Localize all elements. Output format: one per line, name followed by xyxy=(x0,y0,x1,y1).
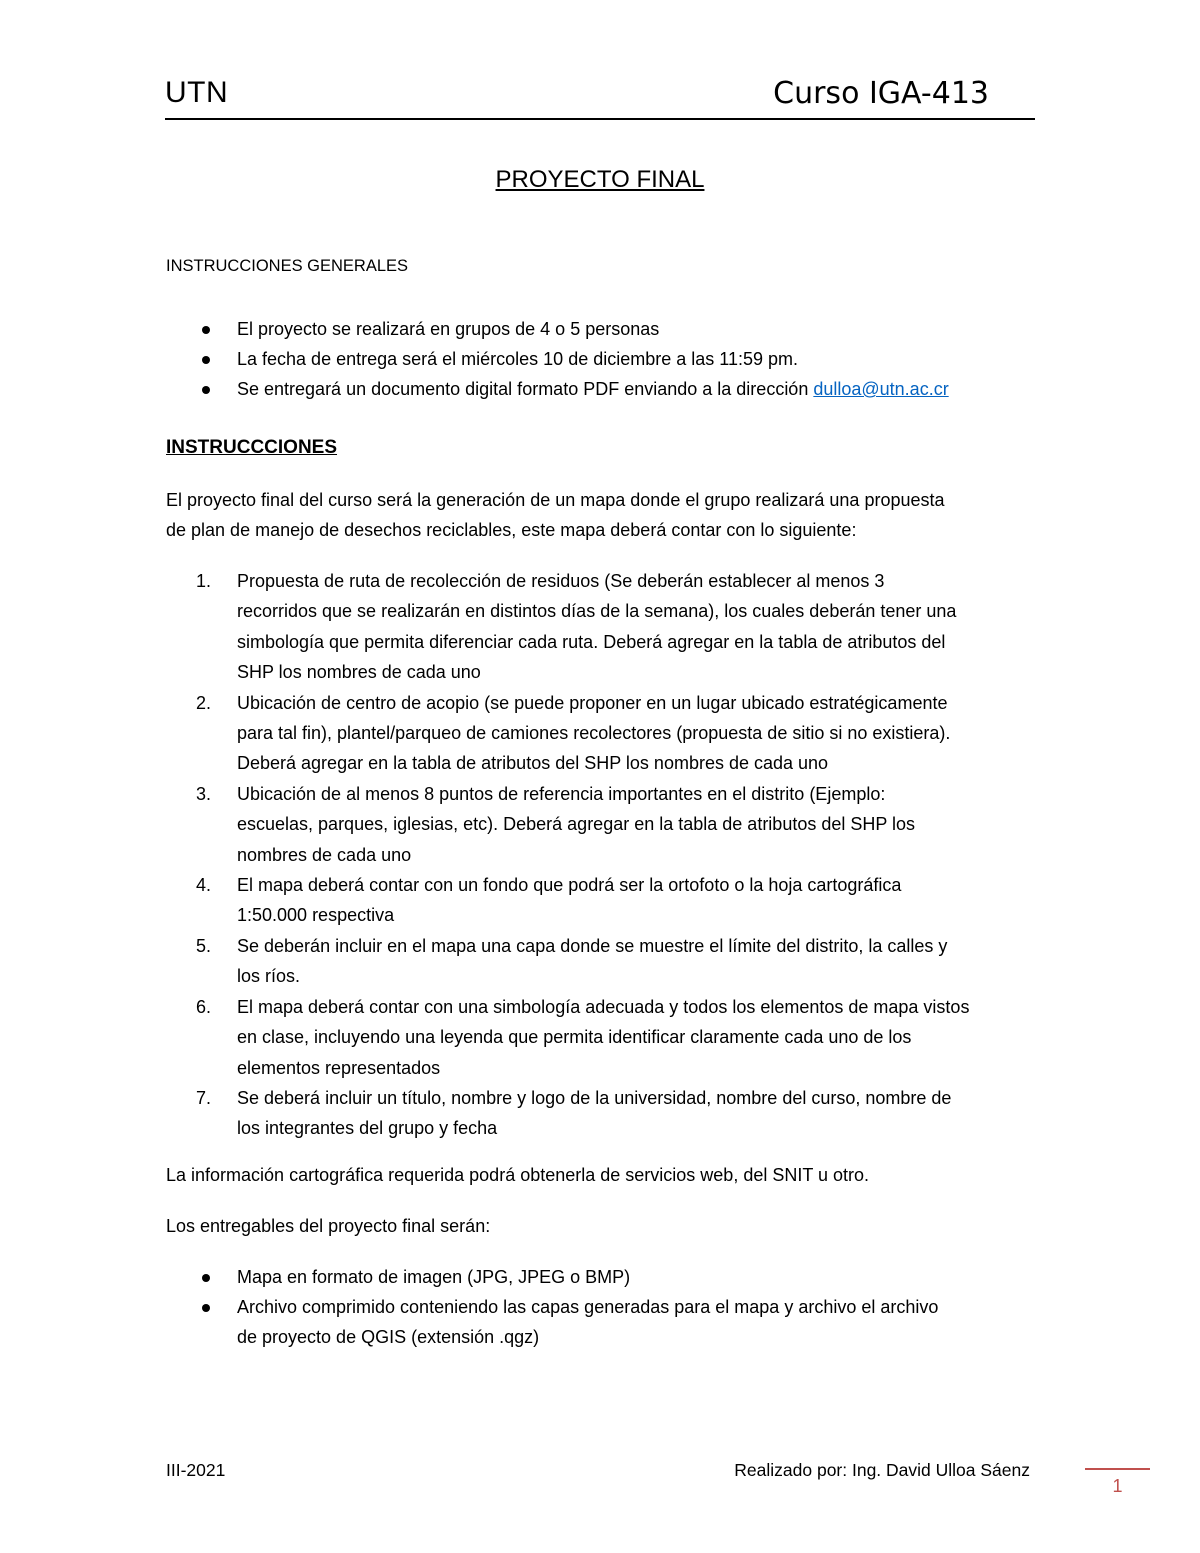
requirement-text-line: Propuesta de ruta de recolección de residuos (Se deberán establecer al menos 3 xyxy=(237,571,885,591)
requirement-number: 6. xyxy=(196,996,212,1017)
bullet-icon xyxy=(202,1304,210,1312)
requirement-item xyxy=(166,870,1036,931)
list-item: La fecha de entrega será el miércoles 10 de diciembre a las 11:59 pm. xyxy=(166,344,949,374)
requirement-number: 7. xyxy=(196,1087,212,1108)
requirement-text-line: Ubicación de al menos 8 puntos de referencia importantes en el distrito (Ejemplo: xyxy=(237,783,886,804)
requirement-text-line: Se deberán incluir en el mapa una capa donde se muestre el límite del distrito, la calles y xyxy=(237,935,948,956)
requirement-text-line: en clase, incluyendo una leyenda que permita identificar claramente cada uno de los xyxy=(237,1027,912,1048)
document-title: PROYECTO FINAL xyxy=(495,166,705,193)
deliverables-heading: Los entregables del proyecto final serán: xyxy=(166,1216,491,1236)
info-paragraph: La información cartográfica requerida podrá obtenerla de servicios web, del SNIT u otro. xyxy=(166,1165,870,1185)
requirement-item xyxy=(166,779,1036,870)
bullet-icon xyxy=(202,326,210,334)
requirement-text-line: Deberá agregar en la tabla de atributos del SHP los nombres de cada uno xyxy=(237,753,829,774)
deliverable-text-line: Archivo comprimido conteniendo las capas generadas para el mapa y archivo el archivo xyxy=(237,1297,939,1317)
requirement-text-line: Ubicación de centro de acopio (se puede proponer en un lugar ubicado estratégicamente xyxy=(237,692,948,713)
bullet-icon xyxy=(202,386,210,394)
instructions-intro: El proyecto final del curso será la generación de un mapa donde el grupo realizará una propuesta de plan de manejo de desechos reciclables, este mapa deberá contar con lo siguiente: xyxy=(166,490,945,541)
general-instructions-list xyxy=(166,314,949,404)
requirement-text-line: nombres de cada uno xyxy=(237,844,412,865)
deliverable-item xyxy=(166,1292,1036,1352)
page-number: 1 xyxy=(1112,1476,1123,1496)
page-header xyxy=(165,72,1035,120)
requirement-number: 1. xyxy=(196,571,212,591)
requirement-item xyxy=(166,992,1036,1083)
requirement-text-line: recorridos que se realizarán en distintos días de la semana), los cuales deberán tener una xyxy=(237,601,957,622)
requirement-text-line: 1:50.000 respectiva xyxy=(237,905,395,926)
requirement-item xyxy=(166,1083,1036,1144)
requirement-text-line: elementos representados xyxy=(237,1057,441,1078)
header-institution: UTN xyxy=(165,76,229,109)
requirement-item xyxy=(166,688,1036,779)
deliverable-text-line: de proyecto de QGIS (extensión .qgz) xyxy=(237,1327,540,1347)
requirement-number: 3. xyxy=(196,783,212,804)
requirement-text-line: El mapa deberá contar con una simbología adecuada y todos los elementos de mapa vistos xyxy=(237,996,970,1017)
general-instructions-heading: INSTRUCCIONES GENERALES xyxy=(166,257,409,275)
page-number-rule xyxy=(1085,1468,1150,1470)
list-item: Se entregará un documento digital formato PDF enviando a la dirección dulloa@utn.ac.cr xyxy=(166,374,949,404)
requirement-text-line: escuelas, parques, iglesias, etc). Deberá agregar en la tabla de atributos del SHP los xyxy=(237,814,916,835)
requirement-number: 4. xyxy=(196,875,212,896)
requirement-item xyxy=(166,931,1036,992)
requirement-text-line: para tal fin), plantel/parqueo de camiones recolectores (propuesta de sitio si no existiera). xyxy=(237,723,951,744)
requirement-text-line: SHP los nombres de cada uno xyxy=(237,662,481,683)
header-course: Curso IGA-413 xyxy=(773,76,989,111)
instructions-heading: INSTRUCCCIONES xyxy=(166,437,338,458)
requirement-text-line: simbología que permita diferenciar cada ruta. Deberá agregar en la tabla de atributos del xyxy=(237,631,946,652)
footer-author: Realizado por: Ing. David Ulloa Sáenz xyxy=(734,1460,1030,1480)
bullet-icon xyxy=(202,1274,210,1282)
deliverable-item xyxy=(166,1262,1036,1292)
footer-term: III-2021 xyxy=(166,1460,226,1480)
requirements-list xyxy=(166,566,1036,1144)
requirement-text-line: Se deberá incluir un título, nombre y logo de la universidad, nombre del curso, nombre de xyxy=(237,1087,952,1108)
requirement-item xyxy=(166,566,1036,688)
bullet-icon xyxy=(202,356,210,364)
list-item: El proyecto se realizará en grupos de 4 o 5 personas xyxy=(166,314,949,344)
email-link[interactable]: dulloa@utn.ac.cr xyxy=(813,379,949,399)
deliverable-text-line: Mapa en formato de imagen (JPG, JPEG o BMP) xyxy=(237,1267,631,1287)
requirement-text-line: los ríos. xyxy=(237,966,301,987)
requirement-number: 2. xyxy=(196,692,212,713)
requirement-text-line: El mapa deberá contar con un fondo que podrá ser la ortofoto o la hoja cartográfica xyxy=(237,875,902,896)
deliverables-list xyxy=(166,1262,1036,1352)
requirement-text-line: los integrantes del grupo y fecha xyxy=(237,1118,498,1139)
requirement-number: 5. xyxy=(196,935,212,956)
